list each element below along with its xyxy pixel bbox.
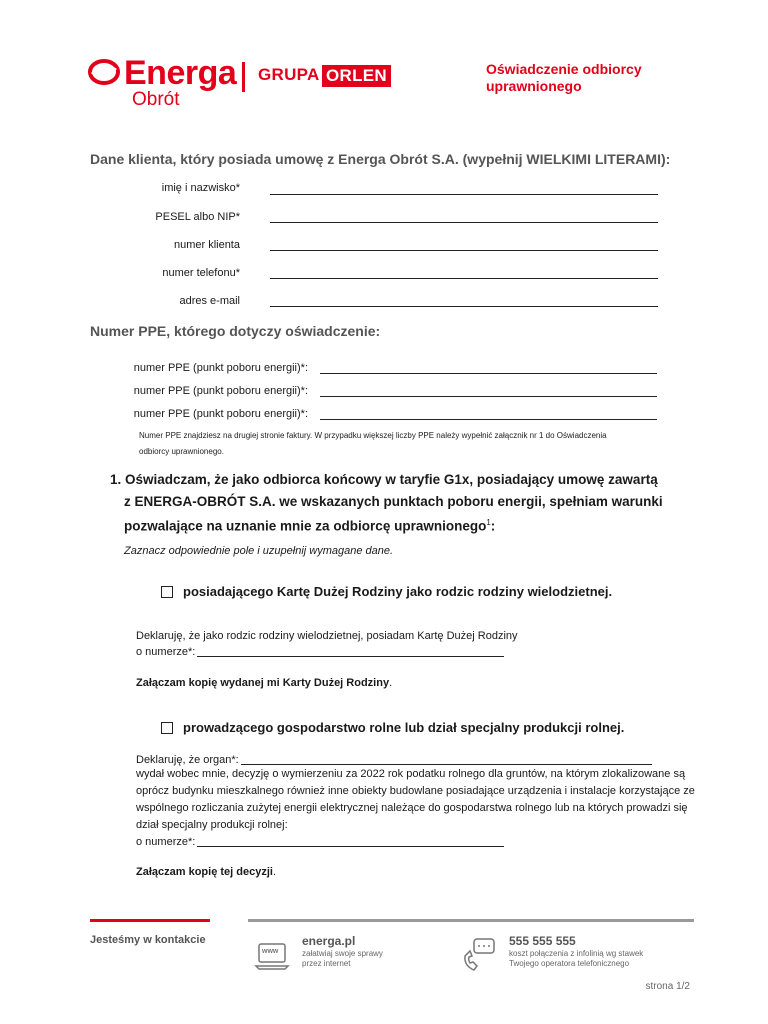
ppe-label-2: numer PPE (punkt poboru energii)*: bbox=[133, 385, 308, 397]
field-label-phone: numer telefonu* bbox=[162, 267, 240, 279]
option2-organ: Deklaruję, że organ*: bbox=[136, 754, 239, 766]
ppe-note-line1: Numer PPE znajdziesz na drugiej stronie faktury. W przypadku większej liczby PPE należy wypełnić załącznik nr 1 do Oświadczenia bbox=[139, 431, 607, 440]
declaration-colon: : bbox=[490, 518, 496, 534]
logo-divider bbox=[242, 62, 245, 92]
declaration-line1: 1. Oświadczam, że jako odbiorca końcowy w taryfie G1x, posiadający umowę zawartą bbox=[110, 472, 658, 487]
grupa-label: GRUPA bbox=[258, 65, 320, 84]
field-label-email: adres e-mail bbox=[179, 295, 240, 307]
ppe-label-1: numer PPE (punkt poboru energii)*: bbox=[133, 362, 308, 374]
declaration-line2: z ENERGA-OBRÓT S.A. we wskazanych punktach poboru energii, spełniam warunki bbox=[124, 494, 663, 509]
client-section-heading: Dane klienta, który posiada umowę z Energa Obrót S.A. (wypełnij WIELKIMI LITERAMI): bbox=[90, 151, 671, 167]
option2-l2: oprócz budynku mieszkalnego również inne obiekty budowlane posiadające urządzenia i instalacje korzystające ze bbox=[136, 785, 695, 797]
option1-attach-text: Załączam kopię wydanej mi Karty Dużej Rodziny bbox=[136, 677, 390, 689]
field-line-pesel[interactable] bbox=[270, 222, 658, 223]
field-line-name[interactable] bbox=[270, 194, 658, 195]
footer-phone-l2: Twojego operatora telefonicznego bbox=[509, 959, 630, 968]
ppe-line-2[interactable] bbox=[320, 396, 657, 397]
option2-checkbox[interactable] bbox=[161, 722, 173, 734]
option1-label: posiadającego Kartę Dużej Rodziny jako rodzic rodziny wielodzietnej. bbox=[183, 584, 613, 599]
option2-number-line[interactable] bbox=[197, 846, 504, 847]
option2-l1: wydał wobec mnie, decyzję o wymierzeniu za 2022 rok podatku rolnego dla gruntów, na którym zlokalizowane są bbox=[136, 768, 686, 780]
field-label-name: imię i nazwisko* bbox=[161, 182, 240, 194]
option1-attach bbox=[136, 677, 392, 689]
phone-chat-icon bbox=[460, 936, 498, 974]
footer-web-l1: załatwiaj swoje sprawy bbox=[302, 949, 383, 958]
footer-web-l2: przez internet bbox=[302, 959, 351, 968]
footer-gray-rule bbox=[248, 919, 694, 922]
footer-phone[interactable]: 555 555 555 bbox=[509, 934, 576, 948]
page-number: strona 1/2 bbox=[645, 981, 690, 992]
option1-number-line[interactable] bbox=[197, 656, 504, 657]
declaration-line3-text: pozwalające na uznanie mnie za odbiorcę uprawnionego bbox=[124, 518, 487, 534]
option2-l4: dział specjalny produkcji rolnej: bbox=[136, 819, 288, 831]
brand-sub: Obrót bbox=[132, 89, 180, 110]
ppe-line-3[interactable] bbox=[320, 419, 657, 420]
document-title: Oświadczenie odbiorcy uprawnionego bbox=[486, 61, 642, 94]
ppe-line-1[interactable] bbox=[320, 373, 657, 374]
energa-logo-mark bbox=[88, 56, 120, 88]
option2-organ-line[interactable] bbox=[241, 764, 652, 765]
field-line-email[interactable] bbox=[270, 306, 658, 307]
option2-attach-text: Załączam kopię tej decyzji bbox=[136, 866, 273, 878]
orlen-label: ORLEN bbox=[322, 65, 391, 87]
field-label-client-number: numer klienta bbox=[173, 239, 240, 251]
ppe-note-line2: odbiorcy uprawnionego. bbox=[139, 447, 224, 456]
field-label-pesel: PESEL albo NIP* bbox=[155, 211, 240, 223]
option1-text2: o numerze*: bbox=[136, 646, 196, 658]
brand-name: Energa bbox=[124, 54, 237, 92]
footer-contact: Jesteśmy w kontakcie bbox=[90, 934, 206, 946]
footer-red-rule bbox=[90, 919, 210, 922]
option1-attach-dot: . bbox=[389, 677, 393, 689]
flame-icon bbox=[88, 56, 120, 88]
laptop-icon bbox=[254, 938, 290, 974]
footnote-mark: 1 bbox=[486, 518, 491, 527]
option2-number: o numerze*: bbox=[136, 836, 196, 848]
option1-text1: Deklaruję, że jako rodzic rodziny wielodzietnej, posiadam Kartę Dużej Rodziny bbox=[136, 630, 518, 642]
option2-attach bbox=[136, 866, 276, 878]
option2-attach-dot: . bbox=[272, 866, 277, 878]
declaration-line3 bbox=[124, 512, 495, 537]
footer-web-title[interactable]: energa.pl bbox=[302, 934, 356, 948]
field-line-client-number[interactable] bbox=[270, 250, 658, 251]
instruction-text: Zaznacz odpowiednie pole i uzupełnij wymagane dane. bbox=[124, 545, 394, 557]
option2-label: prowadzącego gospodarstwo rolne lub dział specjalny produkcji rolnej. bbox=[183, 720, 625, 735]
ppe-section-heading: Numer PPE, którego dotyczy oświadczenie: bbox=[90, 323, 381, 339]
footer-phone-l1: koszt połączenia z infolinią wg stawek bbox=[509, 949, 644, 958]
option1-checkbox[interactable] bbox=[161, 586, 173, 598]
option2-l3: wspólnego rozliczania zużytej energii elektrycznej należące do gospodarstwa rolnego lub na których prowadzi się bbox=[136, 802, 688, 814]
ppe-label-3: numer PPE (punkt poboru energii)*: bbox=[133, 408, 308, 420]
www-text: www bbox=[262, 948, 279, 955]
field-line-phone[interactable] bbox=[270, 278, 658, 279]
